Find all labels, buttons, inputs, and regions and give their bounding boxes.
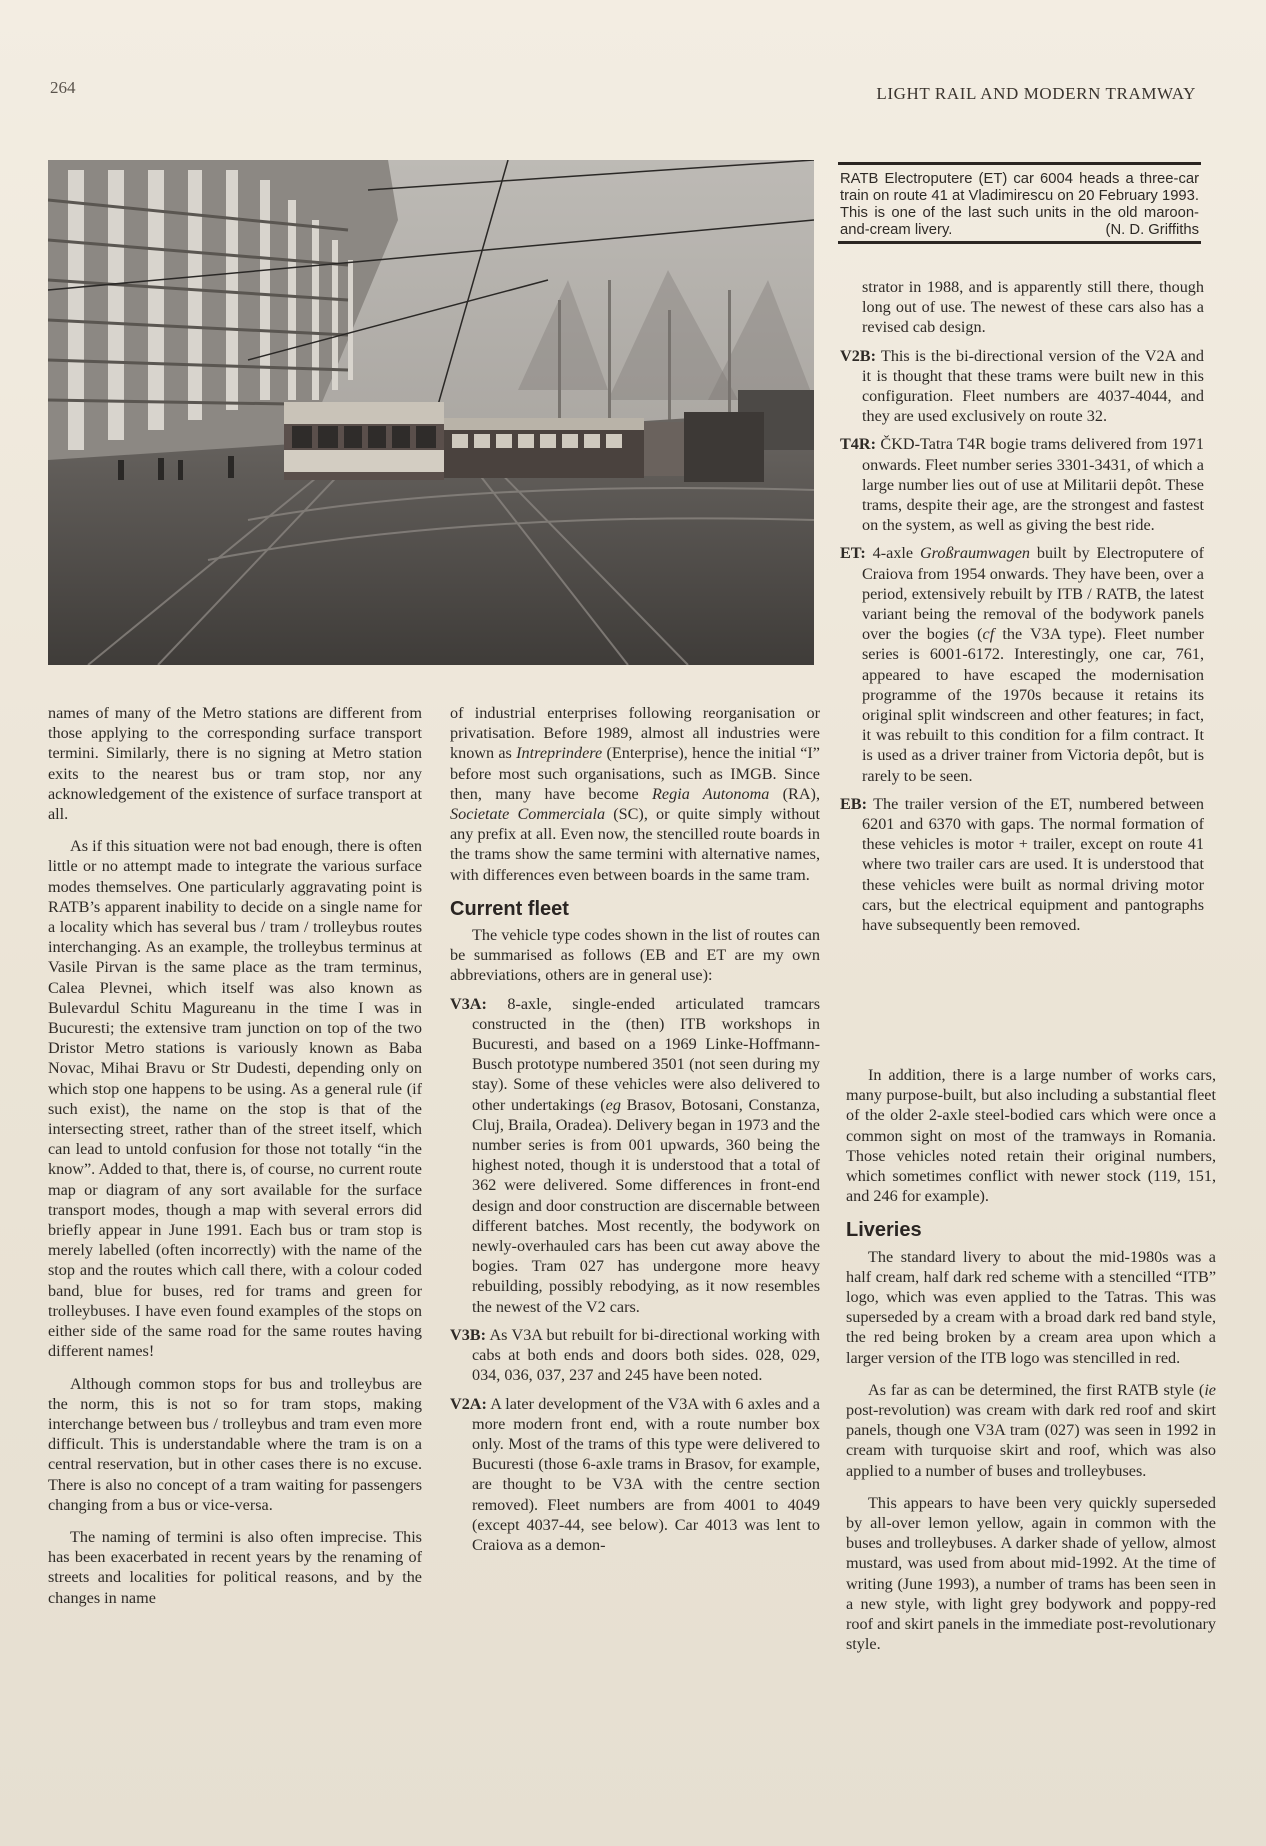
column-1 [48, 703, 422, 1608]
caption-text: RATB Electroputere (ET) car 6004 heads a three-car train on route 41 at Vladimirescu on 20 February 1993. This is one of the last such units in the old maroon-and-cream livery. [840, 171, 1199, 238]
tram-photo-illustration [48, 160, 814, 665]
eb-text: The trailer version of the ET, numbered between 6201 and 6370 with gaps. The normal formation of these vehicles is motor + trailer, except on route 41 where two trailer cars are used. It is understood that these vehicles were built as normal driving motor cars, but the electrical equipment and pantographs have subsequently been removed. [862, 794, 1204, 935]
liveries-2-text-b: post-revolution) was cream with dark red roof and skirt panels, though one V3A tram (027) was seen in 1992 in cream with turquoise skirt and roof, which was also applied to a number of buses and trolleybuses. [846, 1401, 1216, 1480]
et-entry [840, 543, 1204, 785]
v2b-entry [840, 346, 1204, 427]
column-3-lower [846, 1065, 1216, 1654]
v3a-code: V3A: [450, 994, 487, 1013]
et-text-a: 4-axle [865, 544, 920, 563]
v2a-code: V2A: [450, 1394, 487, 1413]
col2-italic-2: Regia Autonoma [652, 784, 770, 803]
works-cars-paragraph: In addition, there is a large number of works cars, many purpose-built, but also including a substantial fleet of the older 2-axle steel-bodied cars which were once a common sight on most of the tramways in Romania. Those vehicles noted retain their original numbers, which sometimes conflict with newer stock (119, 151, and 246 for example). [846, 1066, 1216, 1206]
col2-text-c: (RA), [769, 784, 820, 803]
col2-text-d: (SC), or quite simply without any prefix at all. Even now, the stencilled route boards in the trams show the same termini with alternative names, with differences even between boards in the same tram. [450, 805, 820, 884]
eb-entry [840, 794, 1204, 935]
et-code: ET: [840, 544, 866, 563]
col1-paragraph-2: As if this situation were not bad enough, there is often little or no attempt made to integrate the various surface modes themselves. One particularly aggravating point is RATB’s apparent inability to decide on a single name for a locality which has several bus / tram / trolleybus routes interchanging. As an example, the trolleybus terminus at Vasile Pirvan is the same place as the tram terminus, Calea Plevnei, which itself was also known as Bulevardul Schitu Magureanu in the time I was in Bucuresti; the extensive tram junction on top of the two Dristor Metro stations is variously known as Baba Novac, Mihai Bravu or Str Dudesti, depending only on which stop one happens to be using. As a general rule (if such exist), the name on the stop is that of the intersecting street, rather than of the street itself, which can lead to untold confusion for those not totally “in the know”. Added to that, there is, of course, no current route map or diagram of any sort available for the surface transport modes, though a map with several errors did briefly appear in June 1991. Each bus or tram stop is merely labelled (often incorrectly) with the name of the stop and the routes which call there, with a colour coded band, blue for buses, red for trams and green for trolleybuses. I have even found examples of the stops on either side of the same road for the same routes having different names! [48, 837, 422, 1361]
col2-italic-3: Societate Commerciala [450, 805, 606, 824]
liveries-paragraph-2 [846, 1380, 1216, 1481]
v2a-continuation: strator in 1988, and is apparently still there, though long out of use. The newest of these cars also has a revised cab design. [862, 278, 1204, 337]
v3a-italic: eg [605, 1095, 621, 1114]
v2a-entry [450, 1394, 820, 1556]
liveries-paragraph-1: The standard livery to about the mid-1980s was a half cream, half dark red scheme with a stencilled “ITB” logo, which was even applied to the Tatras. This was superseded by a cream with a broad dark red band style, the red being broken by a cream area upon which a larger version of the ITB logo was stencilled in red. [846, 1247, 1216, 1367]
running-head: LIGHT RAIL AND MODERN TRAMWAY [876, 84, 1196, 103]
column-3-upper [840, 277, 1204, 935]
v2b-text: This is the bi-directional version of the V2A and it is thought that these trams were built new in this configuration. Fleet numbers are 4037-4044, and they are used exclusively on route 32. [862, 346, 1204, 426]
fleet-intro: The vehicle type codes shown in the list of routes can be summarised as follows (EB and ET are my own abbreviations, others are in general use): [450, 926, 820, 985]
column-2 [450, 703, 820, 1555]
v2b-code: V2B: [840, 346, 876, 365]
t4r-code: T4R: [840, 435, 876, 454]
et-text-c: the V3A type). Fleet number series is 6001-6172. Interestingly, one car, 761, appeared to have escaped the modernisation programme of the 1970s because it retains its original split windscreen and other features; in fact, it was rebuilt to this condition for a film contract. It is used as a driver trainer from Victoria depôt, but is rarely to be seen. [862, 625, 1204, 785]
col1-paragraph-3: Although common stops for bus and trolleybus are the norm, this is not so for tram stops, making interchange between bus / trolleybus and tram even more difficult. This is understandable where the tram is on a central reservation, but in other cases there is no excuse. There is also no concept of a tram waiting for passengers changing from a bus or vice-versa. [48, 1374, 422, 1514]
v3b-code: V3B: [450, 1325, 486, 1344]
col2-italic-1: Intreprindere [516, 744, 603, 763]
t4r-text: ČKD-Tatra T4R bogie trams delivered from 1971 onwards. Fleet number series 3301-3431, of which a large number lies out of use at Militarii depôt. These trams, despite their age, are the strongest and fastest on the system, as well as giving the best ride. [862, 435, 1204, 535]
col2-paragraph-1 [450, 703, 820, 885]
liveries-heading: Liveries [846, 1219, 922, 1242]
v3a-text-b: Brasov, Botosani, Constanza, Cluj, Braila, Oradea). Delivery began in 1973 and the number series is from 001 upwards, 360 being the highest noted, though it is understood that a total of 362 were delivered. Some differences in front-end design and door construction are discernable between different batches. Most recently, the bodywork on newly-overhauled cars has been cut away above the bogies. Tram 027 has undergone more heavy rebuilding, possibly rebodying, as it now resembles the newest of the V2 cars. [472, 1095, 820, 1316]
col2-text-b: (Enterprise), hence the initial “I” before most such organisations, such as IMGB. Since then, many have become [450, 744, 820, 803]
current-fleet-heading: Current fleet [450, 897, 569, 920]
eb-code: EB: [840, 794, 867, 813]
v3b-entry [450, 1325, 820, 1386]
liveries-2-text-a: As far as can be determined, the first RATB style ( [868, 1380, 1205, 1399]
v3a-entry [450, 994, 820, 1317]
et-text-b: built by Electroputere of Craiova from 1954 onwards. They have been, over a period, extensively rebuilt by ITB / RATB, the latest variant being the removal of the bodywork panels over the bogies ( [862, 544, 1204, 644]
et-italic-2: cf [982, 625, 995, 644]
col1-paragraph-4: The naming of termini is also often imprecise. This has been exacerbated in recent years by the renaming of streets and localities for political reasons, and by the changes in name [48, 1527, 422, 1607]
t4r-entry [840, 434, 1204, 535]
v2a-text: A later development of the V3A with 6 axles and a more modern front end, with a route number box only. Most of the trams of this type were delivered to Bucuresti (those 6-axle trams in Brasov, for example, are thought to be V3A with the centre section removed). Fleet numbers are from 4001 to 4049 (except 4037-44, see below). Car 4013 was lent to Craiova as a demon- [472, 1394, 820, 1554]
v3a-text-a: 8-axle, single-ended articulated tramcars constructed in the (then) ITB workshops in Bucuresti, and based on a 1969 Linke-Hoffmann-Busch prototype numbered 3501 (not seen during my stay). Some of these vehicles were also delivered to other undertakings ( [472, 994, 820, 1114]
photo-credit: (N. D. Griffiths [1105, 222, 1199, 238]
et-italic-1: Großraumwagen [919, 544, 1030, 563]
liveries-paragraph-3: This appears to have been very quickly superseded by all-over lemon yellow, again in common with the buses and trolleybuses. A darker shade of yellow, almost mustard, was used from about mid-1992. At the time of writing (June 1993), a number of trams has been seen in a new style, with light grey bodywork and poppy-red roof and skirt panels in the immediate post-revolutionary style. [846, 1493, 1216, 1654]
page-number: 264 [50, 78, 76, 97]
col2-text-a: of industrial enterprises following reorganisation or privatisation. Before 1989, almost all industries were known as [450, 704, 820, 763]
photo-caption [838, 162, 1201, 244]
liveries-2-italic: ie [1204, 1380, 1216, 1399]
col1-paragraph-1: names of many of the Metro stations are different from those applying to the corresponding surface transport termini. Similarly, there is no signing at Metro station exits to the nearest bus or tram stop, nor any acknowledgement of the existence of surface transport at all. [48, 704, 422, 824]
tram-photograph [48, 160, 814, 665]
v3b-text: As V3A but rebuilt for bi-directional working with cabs at both ends and doors both sides. 028, 029, 034, 036, 037, 237 and 245 have been noted. [472, 1325, 820, 1385]
